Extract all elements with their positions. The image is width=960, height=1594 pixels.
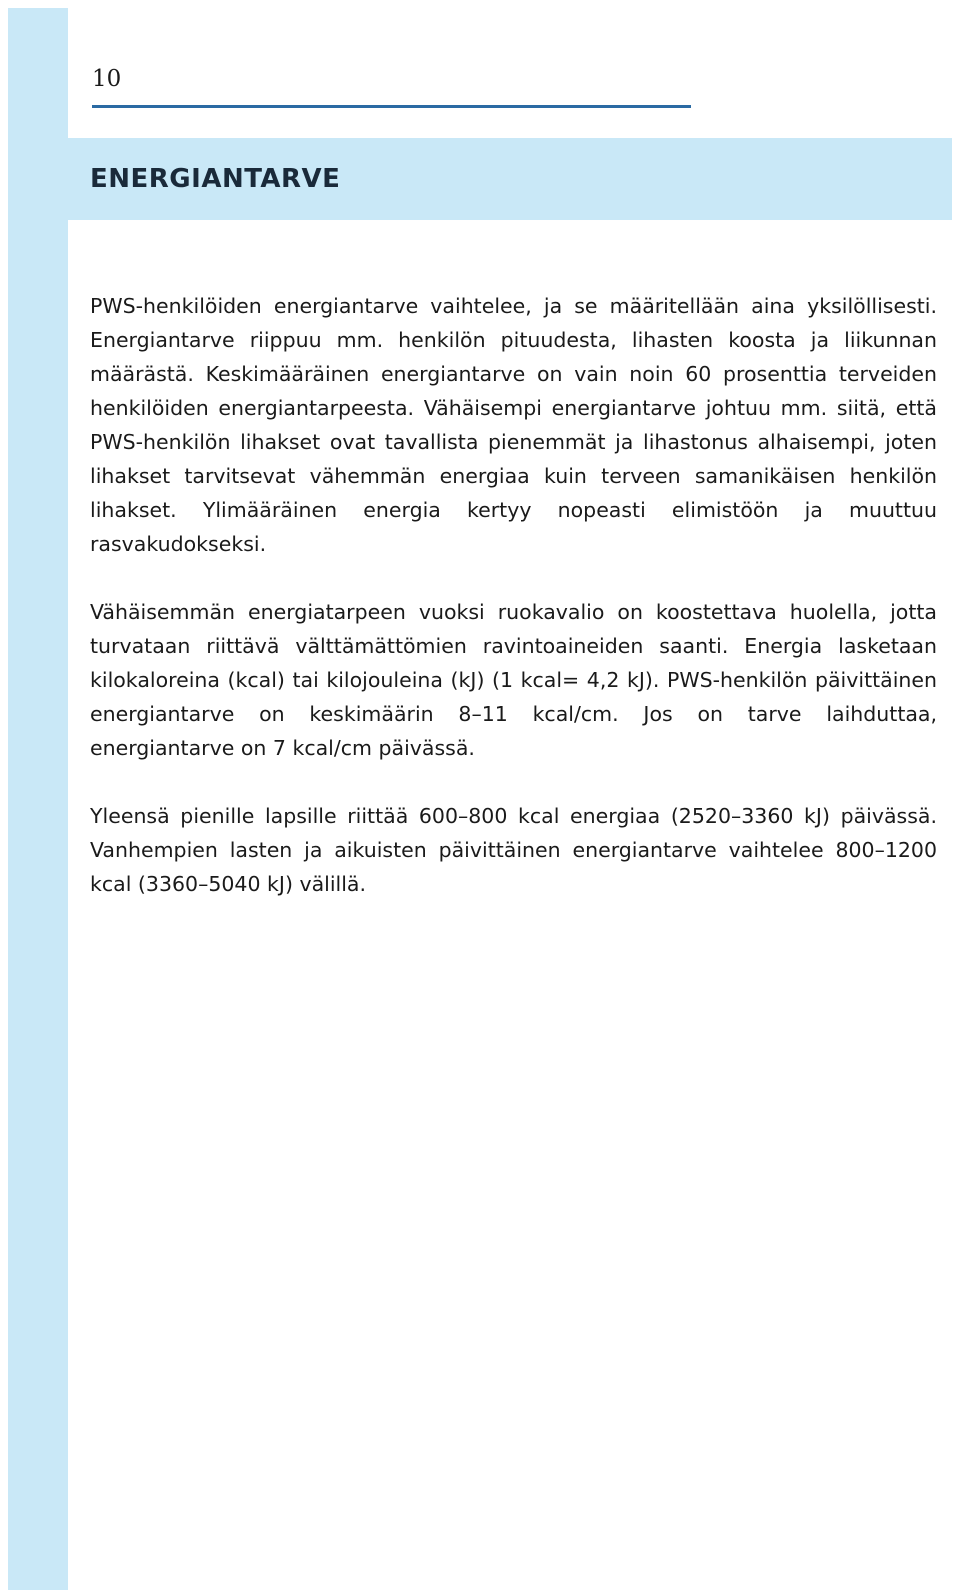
header-rule <box>92 105 691 108</box>
side-color-band <box>8 8 68 1590</box>
body-text <box>90 289 937 935</box>
paragraph-1: PWS-henkilöiden energiantarve vaihtelee, ja se määritellään aina yksilöllisesti. Energiantarve riippuu mm. henkilön pituudesta, lihasten koosta ja liikunnan määrästä. Keskimääräinen energiantarve on vain noin 60 prosenttia terveiden henkilöiden energiantarpeesta. Vähäisempi energiantarve johtuu mm. siitä, että PWS-henkilön lihakset ovat tavallista pienemmät ja lihastonus alhaisempi, joten lihakset tarvitsevat vähemmän energiaa kuin terveen samanikäisen henkilön lihakset. Ylimääräinen energia kertyy nopeasti elimistöön ja muuttuu rasvakudokseksi. <box>90 294 937 556</box>
section-title: ENERGIANTARVE <box>90 164 341 194</box>
title-band <box>68 138 952 220</box>
page-number: 10 <box>92 66 122 92</box>
paragraph-3: Yleensä pienille lapsille riittää 600–800 kcal energiaa (2520–3360 kJ) päivässä. Vanhempien lasten ja aikuisten päivittäinen energiantarve vaihtelee 800–1200 kcal (3360–5040 kJ) välillä. <box>90 804 937 896</box>
paragraph-2: Vähäisemmän energiatarpeen vuoksi ruokavalio on koostettava huolella, jotta turvataan riittävä välttämättömien ravintoaineiden saanti. Energia lasketaan kilokaloreina (kcal) tai kilojouleina (kJ) (1 kcal= 4,2 kJ). PWS-henkilön päivittäinen energiantarve on keskimäärin 8–11 kcal/cm. Jos on tarve laihduttaa, energiantarve on 7 kcal/cm päivässä. <box>90 600 937 760</box>
